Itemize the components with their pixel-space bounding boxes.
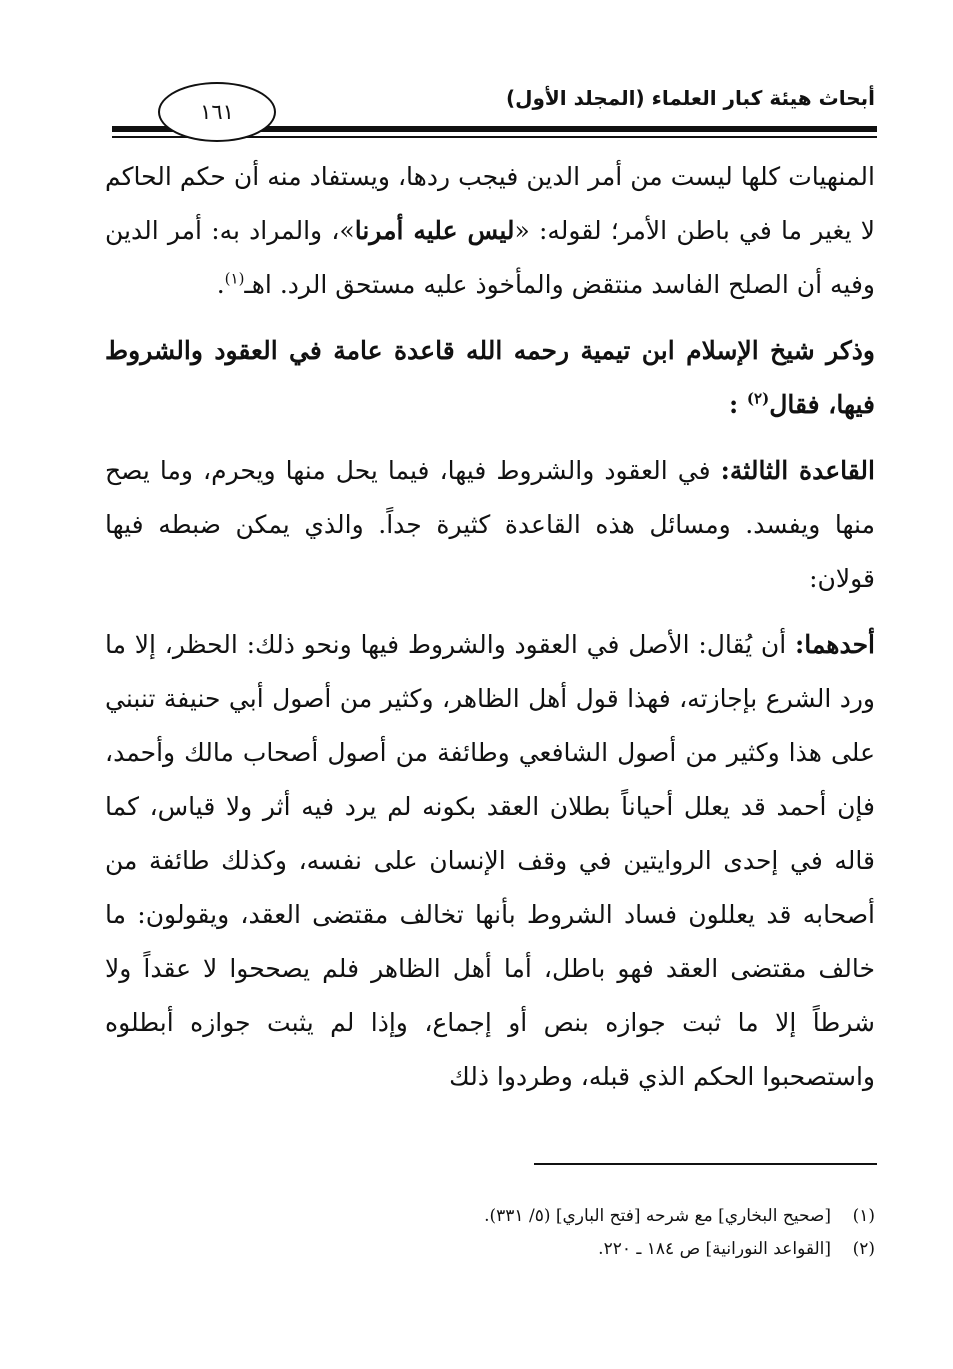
paragraph-1 (105, 150, 875, 312)
first-opinion-label: أحدهما: (794, 630, 875, 659)
footnote-separator (534, 1163, 877, 1165)
footnote-2-text: [القواعد النورانية] ص ١٨٤ ـ ٢٢٠. (598, 1239, 831, 1259)
paragraph-1-text-a: المنهيات كلها ليست من أمر الدين فيجب ردها، ويستفاد منه أن حكم الحاكم لا يغير ما في باطن الأمر؛ لقوله: « (105, 162, 876, 245)
rule-three-label: القاعدة الثالثة: (720, 456, 875, 485)
footnote-1-number: (١) (852, 1206, 875, 1226)
page-number: ١٦١ (158, 82, 276, 142)
footnote-1 (105, 1200, 875, 1233)
footnote-2-number: (٢) (852, 1239, 875, 1259)
paragraph-1-text-b: »، والمراد به: أمر الدين وفيه أن الصلح الفاسد منتقض والمأخوذ عليه مستحق الرد. اهـ (105, 216, 875, 299)
paragraph-1-end: . (216, 270, 225, 299)
hadith-quote: ليس عليه أمرنا (354, 216, 515, 245)
paragraph-2 (105, 324, 875, 432)
paragraph-4 (105, 618, 875, 1104)
paragraph-4-text: أن يُقال: الأصل في العقود والشروط فيها ونحو ذلك: الحظر، إلا ما ورد الشرع بإجازته، فهذا قول أهل الظاهر، وكثير من أصول أبي حنيفة تنبني على هذا وكثير من أصول الشافعي وطائفة من أصول أصحاب مالك وأحمد، فإن أحمد قد يعلل أحياناً بطلان العقد بكونه لم يرد فيه أثر ولا قياس، كما قاله في إحدى الروايتين في وقف الإنسان على نفسه، وكذلك طائفة من أصحابه قد يعللون فساد الشروط بأنها تخالف مقتضى العقد، ويقولون: ما خالف مقتضى العقد فهو باطل، أما أهل الظاهر فلم يصححوا لا عقداً ولا شرطاً إلا ما ثبت جوازه بنص أو إجماع، وإذا لم يثبت جوازه أبطلوه واستصحبوا الحكم الذي قبله، وطردوا ذلك (105, 630, 875, 1091)
running-header-title: أبحاث هيئة كبار العلماء (المجلد الأول) (505, 86, 875, 110)
footnote-ref-2: (٢) (746, 389, 770, 408)
paragraph-2-end: : (728, 390, 747, 419)
paragraph-3 (105, 444, 875, 606)
footnote-ref-1: (١) (224, 269, 245, 288)
paragraph-3-text: في العقود والشروط فيها، فيما يحل منها ويحرم، وما يصح منها ويفسد. ومسائل هذه القاعدة كثيرة جداً. والذي يمكن ضبطه فيها قولان: (105, 456, 875, 593)
main-text (105, 150, 875, 1104)
footnote-1-text: [صحيح البخاري] مع شرحه [فتح الباري] (٥/ ٣٣١). (484, 1206, 831, 1226)
footnote-2 (105, 1233, 875, 1266)
paragraph-2-text: وذكر شيخ الإسلام ابن تيمية رحمه الله قاعدة عامة في العقود والشروط فيها، فقال (105, 336, 875, 419)
footnotes (105, 1200, 875, 1266)
